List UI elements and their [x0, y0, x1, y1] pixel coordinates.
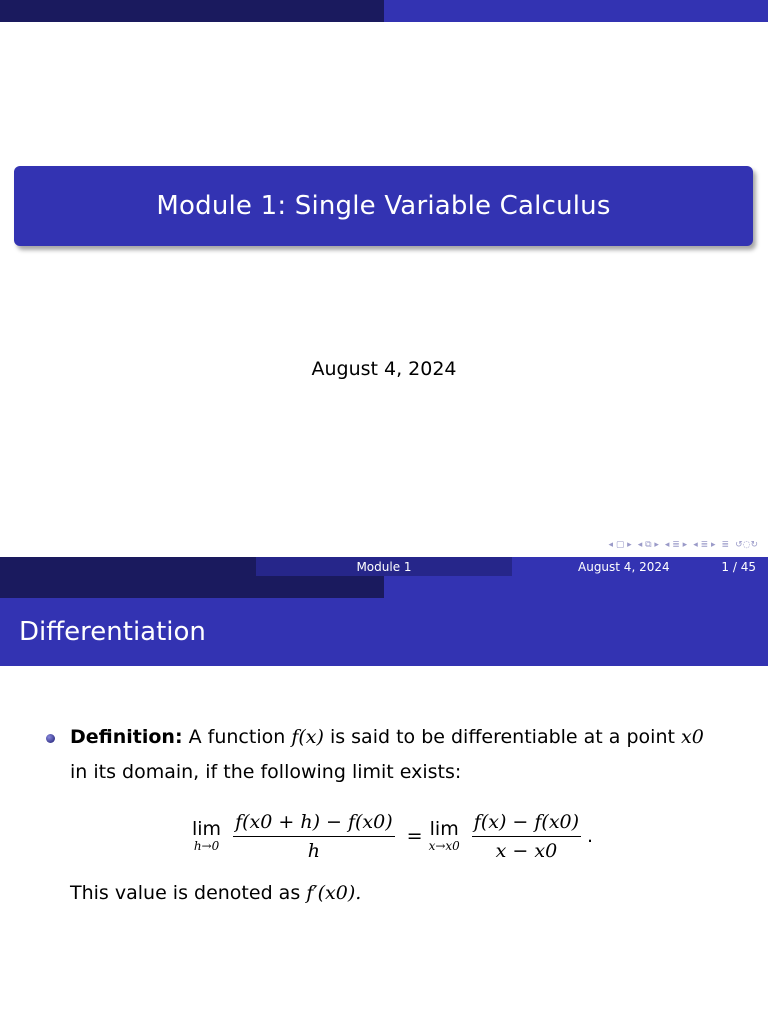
bullet-icon: [46, 734, 55, 743]
formula-period: .: [587, 825, 594, 847]
footer-date: August 4, 2024: [578, 559, 670, 574]
equals-sign: =: [406, 825, 423, 847]
nav-frame-icon[interactable]: ◂ ▢ ▸: [608, 540, 632, 550]
list-item: Definition: A function f(x) is said to be differentiable at a point x0 in its domain, if the following limit exists:: [48, 720, 748, 790]
header-bar: [0, 0, 768, 22]
limit-2: lim x→x0: [428, 818, 460, 853]
footer: [0, 557, 768, 576]
presentation-date: August 4, 2024: [311, 358, 457, 380]
fraction-2: $\frac{f(x) - f(x0)}{x - x0}$: [473, 810, 580, 862]
content-slide: [0, 576, 768, 1024]
limit-1: lim h→0: [192, 818, 222, 853]
title-box: [14, 166, 753, 246]
fraction-1: $\frac{f(x0 + h) - f(x0)}{h}$: [235, 810, 393, 862]
presentation-title: Module 1: Single Variable Calculus: [156, 191, 611, 221]
point-x0: x0: [680, 726, 704, 748]
definition-label: Definition:: [70, 726, 183, 748]
beamer-navigation: [608, 538, 758, 552]
nav-subsection-icon[interactable]: ◂ ⧉ ▸: [637, 540, 659, 550]
footer-page-number: 1 / 45: [721, 559, 756, 574]
footer-title: Module 1: [356, 559, 412, 574]
nav-search-icon[interactable]: ↺◌↻: [735, 540, 758, 550]
nav-doc-icon[interactable]: ≣: [721, 540, 730, 550]
nav-section-icon[interactable]: ◂ ≣ ▸: [664, 540, 688, 550]
derivative-formula: [192, 806, 593, 866]
frame-title: Differentiation: [19, 617, 206, 647]
frame-title-bar: [0, 598, 768, 666]
header-bar: [0, 576, 768, 598]
nav-section-icon-2[interactable]: ◂ ≣ ▸: [693, 540, 716, 550]
derivative-notation: This value is denoted as f′(x0).: [70, 882, 362, 904]
function-fx: f(x): [291, 726, 324, 748]
